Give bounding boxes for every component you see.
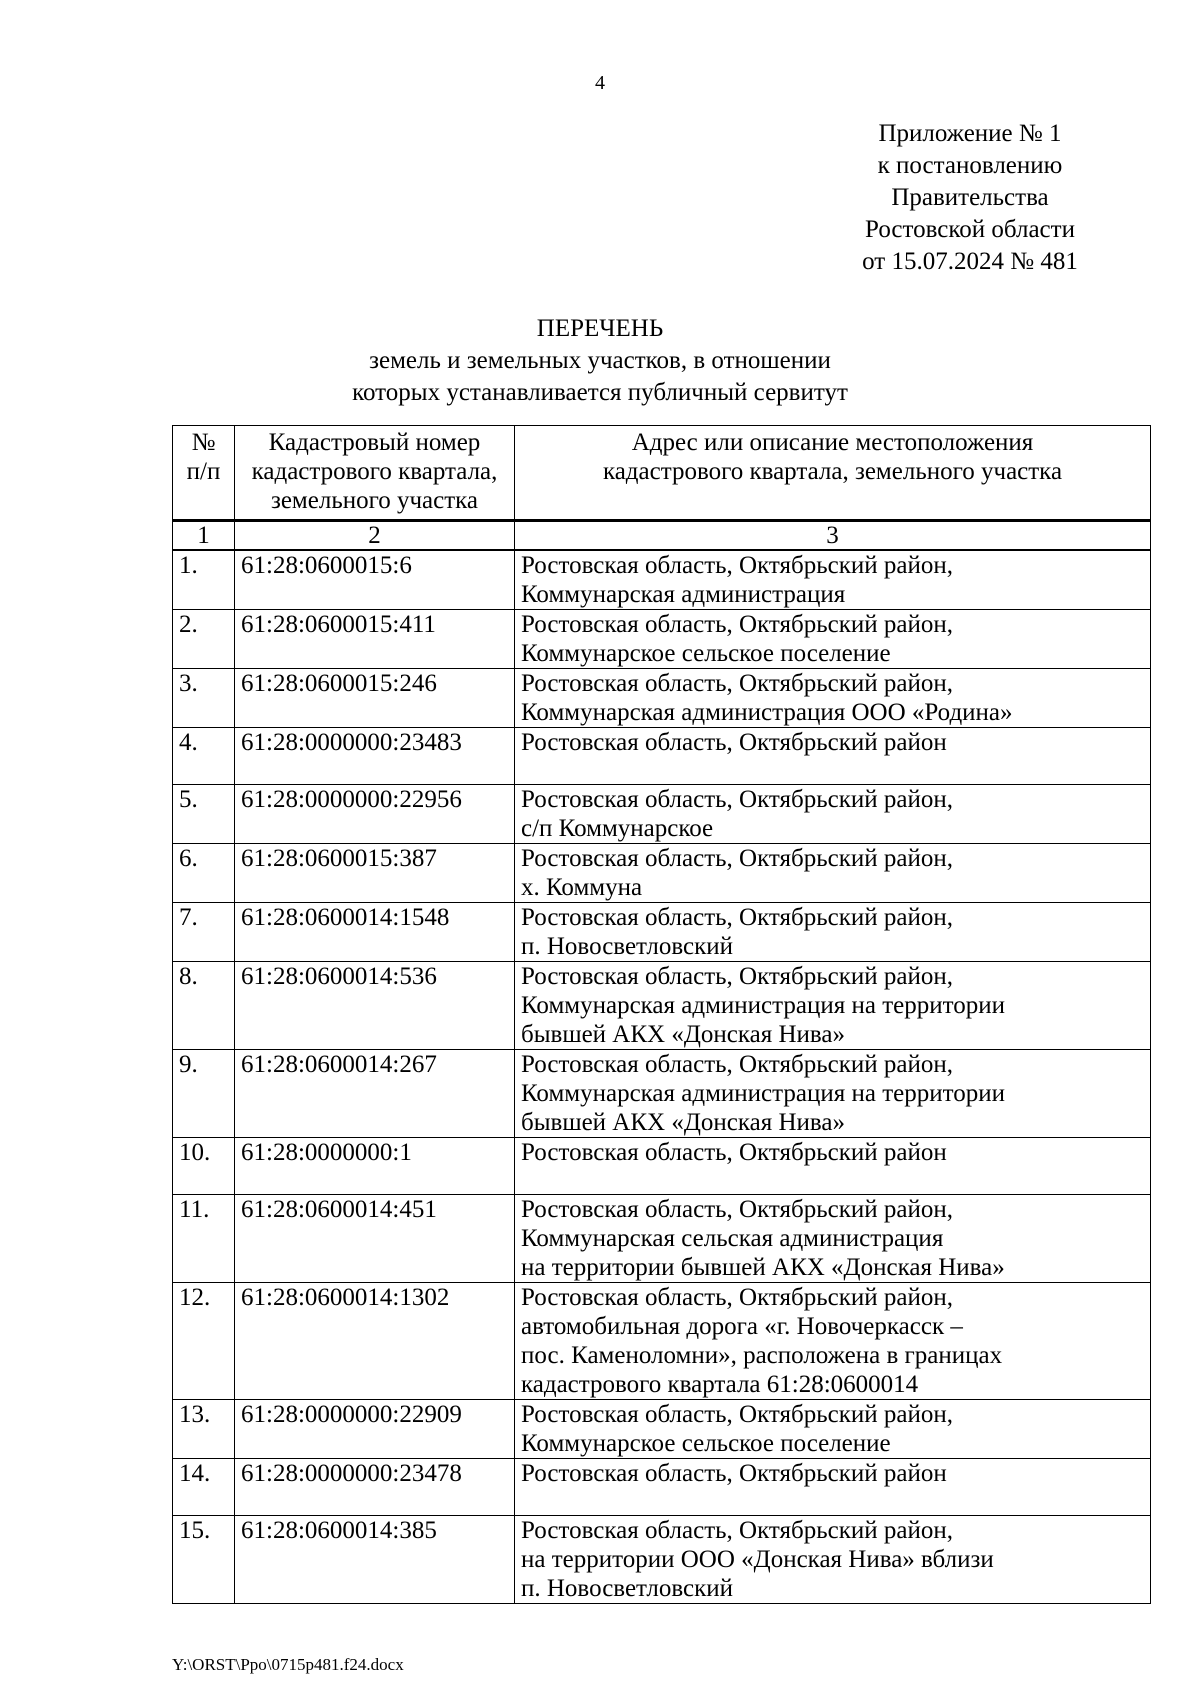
address-line: п. Новосветловский (521, 1575, 733, 1602)
cadastral-number: 61:28:0600015:387 (235, 844, 515, 903)
appendix-line: Правительства (891, 184, 1049, 211)
appendix-line: Приложение № 1 (878, 120, 1062, 147)
cadastral-number: 61:28:0600014:385 (235, 1516, 515, 1604)
cadastral-number: 61:28:0000000:1 (235, 1138, 515, 1195)
row-number: 8. (173, 962, 235, 1050)
address-line: Коммунарская сельская администрация (521, 1225, 944, 1252)
row-number: 1. (173, 550, 235, 610)
column-number: 1 (173, 521, 235, 551)
cadastral-number: 61:28:0600014:267 (235, 1050, 515, 1138)
address-line: Ростовская область, Октябрьский район (521, 1139, 947, 1166)
address-line: Ростовская область, Октябрьский район, (521, 611, 953, 638)
cadastral-number: 61:28:0600014:1302 (235, 1283, 515, 1400)
address-cell (515, 1283, 1151, 1400)
row-number: 15. (173, 1516, 235, 1604)
cadastral-number: 61:28:0600014:536 (235, 962, 515, 1050)
row-number: 12. (173, 1283, 235, 1400)
title-subtitle: которых устанавливается публичный сервитут (352, 379, 848, 406)
row-number: 2. (173, 610, 235, 669)
table-row (173, 728, 1151, 785)
row-number: 14. (173, 1459, 235, 1516)
table-row (173, 610, 1151, 669)
address-line: Ростовская область, Октябрьский район, (521, 552, 953, 579)
table-row (173, 550, 1151, 610)
address-cell (515, 844, 1151, 903)
address-cell (515, 1050, 1151, 1138)
header-cadastral: Кадастровый номер кадастрового квартала, земельного участка (235, 426, 515, 521)
address-line: Коммунарская администрация на территории (521, 1080, 1005, 1107)
table-row (173, 1283, 1151, 1400)
address-cell (515, 610, 1151, 669)
address-cell (515, 728, 1151, 785)
row-number: 13. (173, 1400, 235, 1459)
column-number: 2 (235, 521, 515, 551)
row-number: 4. (173, 728, 235, 785)
address-line: Ростовская область, Октябрьский район, (521, 963, 953, 990)
address-line: Коммунарская администрация ООО «Родина» (521, 699, 1013, 726)
cadastral-number: 61:28:0600014:451 (235, 1195, 515, 1283)
address-cell (515, 669, 1151, 728)
address-cell (515, 1400, 1151, 1459)
row-number: 5. (173, 785, 235, 844)
address-line: Ростовская область, Октябрьский район, (521, 670, 953, 697)
cadastral-number: 61:28:0000000:23478 (235, 1459, 515, 1516)
column-number-row (173, 521, 1151, 551)
address-line: Коммунарская администрация (521, 581, 846, 608)
table-row (173, 962, 1151, 1050)
address-line: Ростовская область, Октябрьский район, (521, 904, 953, 931)
address-line: Коммунарское сельское поселение (521, 1430, 891, 1457)
header-num: № п/п (173, 426, 235, 521)
address-line: Ростовская область, Октябрьский район, (521, 1401, 953, 1428)
address-line: х. Коммуна (521, 874, 643, 901)
table-row (173, 1400, 1151, 1459)
address-line: на территории бывшей АКХ «Донская Нива» (521, 1254, 1005, 1281)
title-heading: ПЕРЕЧЕНЬ (536, 315, 664, 342)
address-cell (515, 550, 1151, 610)
cadastral-number: 61:28:0000000:23483 (235, 728, 515, 785)
table-row (173, 1459, 1151, 1516)
address-line: Коммунарское сельское поселение (521, 640, 891, 667)
address-line: Коммунарская администрация на территории (521, 992, 1005, 1019)
address-line: на территории ООО «Донская Нива» вблизи (521, 1546, 994, 1573)
cadastral-number: 61:28:0600014:1548 (235, 903, 515, 962)
land-plots-table (172, 425, 1151, 1604)
table-header-row (173, 426, 1151, 521)
table-row (173, 1516, 1151, 1604)
address-line: автомобильная дорога «г. Новочеркасск – (521, 1313, 963, 1340)
table-row (173, 785, 1151, 844)
column-number: 3 (515, 521, 1151, 551)
row-number: 6. (173, 844, 235, 903)
address-line: Ростовская область, Октябрьский район (521, 1460, 947, 1487)
appendix-line: к постановлению (877, 152, 1063, 179)
page-number: 4 (595, 72, 605, 94)
address-line: Ростовская область, Октябрьский район, (521, 1051, 953, 1078)
table-row (173, 1195, 1151, 1283)
cadastral-number: 61:28:0600015:6 (235, 550, 515, 610)
address-line: Ростовская область, Октябрьский район, (521, 845, 953, 872)
header-address: Адрес или описание местоположения кадастрового квартала, земельного участка (515, 426, 1151, 521)
address-line: п. Новосветловский (521, 933, 733, 960)
title-subtitle: земель и земельных участков, в отношении (369, 347, 831, 374)
table-row (173, 669, 1151, 728)
cadastral-number: 61:28:0000000:22909 (235, 1400, 515, 1459)
row-number: 10. (173, 1138, 235, 1195)
row-number: 3. (173, 669, 235, 728)
appendix-line: от 15.07.2024 № 481 (862, 248, 1078, 275)
address-line: пос. Каменоломни», расположена в границах (521, 1342, 1003, 1369)
row-number: 9. (173, 1050, 235, 1138)
address-line: Ростовская область, Октябрьский район, (521, 1196, 953, 1223)
appendix-block (820, 118, 1120, 278)
address-cell (515, 1195, 1151, 1283)
appendix-line: Ростовской области (865, 216, 1075, 243)
table-row (173, 1138, 1151, 1195)
address-cell (515, 962, 1151, 1050)
address-line: бывшей АКХ «Донская Нива» (521, 1109, 845, 1136)
document-title (0, 313, 1200, 409)
cadastral-number: 61:28:0600015:246 (235, 669, 515, 728)
cadastral-number: 61:28:0600015:411 (235, 610, 515, 669)
address-cell (515, 785, 1151, 844)
row-number: 11. (173, 1195, 235, 1283)
cadastral-number: 61:28:0000000:22956 (235, 785, 515, 844)
address-line: Ростовская область, Октябрьский район, (521, 1284, 953, 1311)
table-row (173, 903, 1151, 962)
address-line: бывшей АКХ «Донская Нива» (521, 1021, 845, 1048)
address-line: с/п Коммунарское (521, 815, 714, 842)
address-line: Ростовская область, Октябрьский район (521, 729, 947, 756)
address-line: кадастрового квартала 61:28:0600014 (521, 1371, 919, 1398)
table-row (173, 844, 1151, 903)
row-number: 7. (173, 903, 235, 962)
address-cell (515, 1516, 1151, 1604)
file-path-footer: Y:\ORST\Ppo\0715p481.f24.docx (172, 1655, 404, 1674)
table-row (173, 1050, 1151, 1138)
address-line: Ростовская область, Октябрьский район, (521, 1517, 953, 1544)
address-cell (515, 1138, 1151, 1195)
address-line: Ростовская область, Октябрьский район, (521, 786, 953, 813)
address-cell (515, 1459, 1151, 1516)
address-cell (515, 903, 1151, 962)
